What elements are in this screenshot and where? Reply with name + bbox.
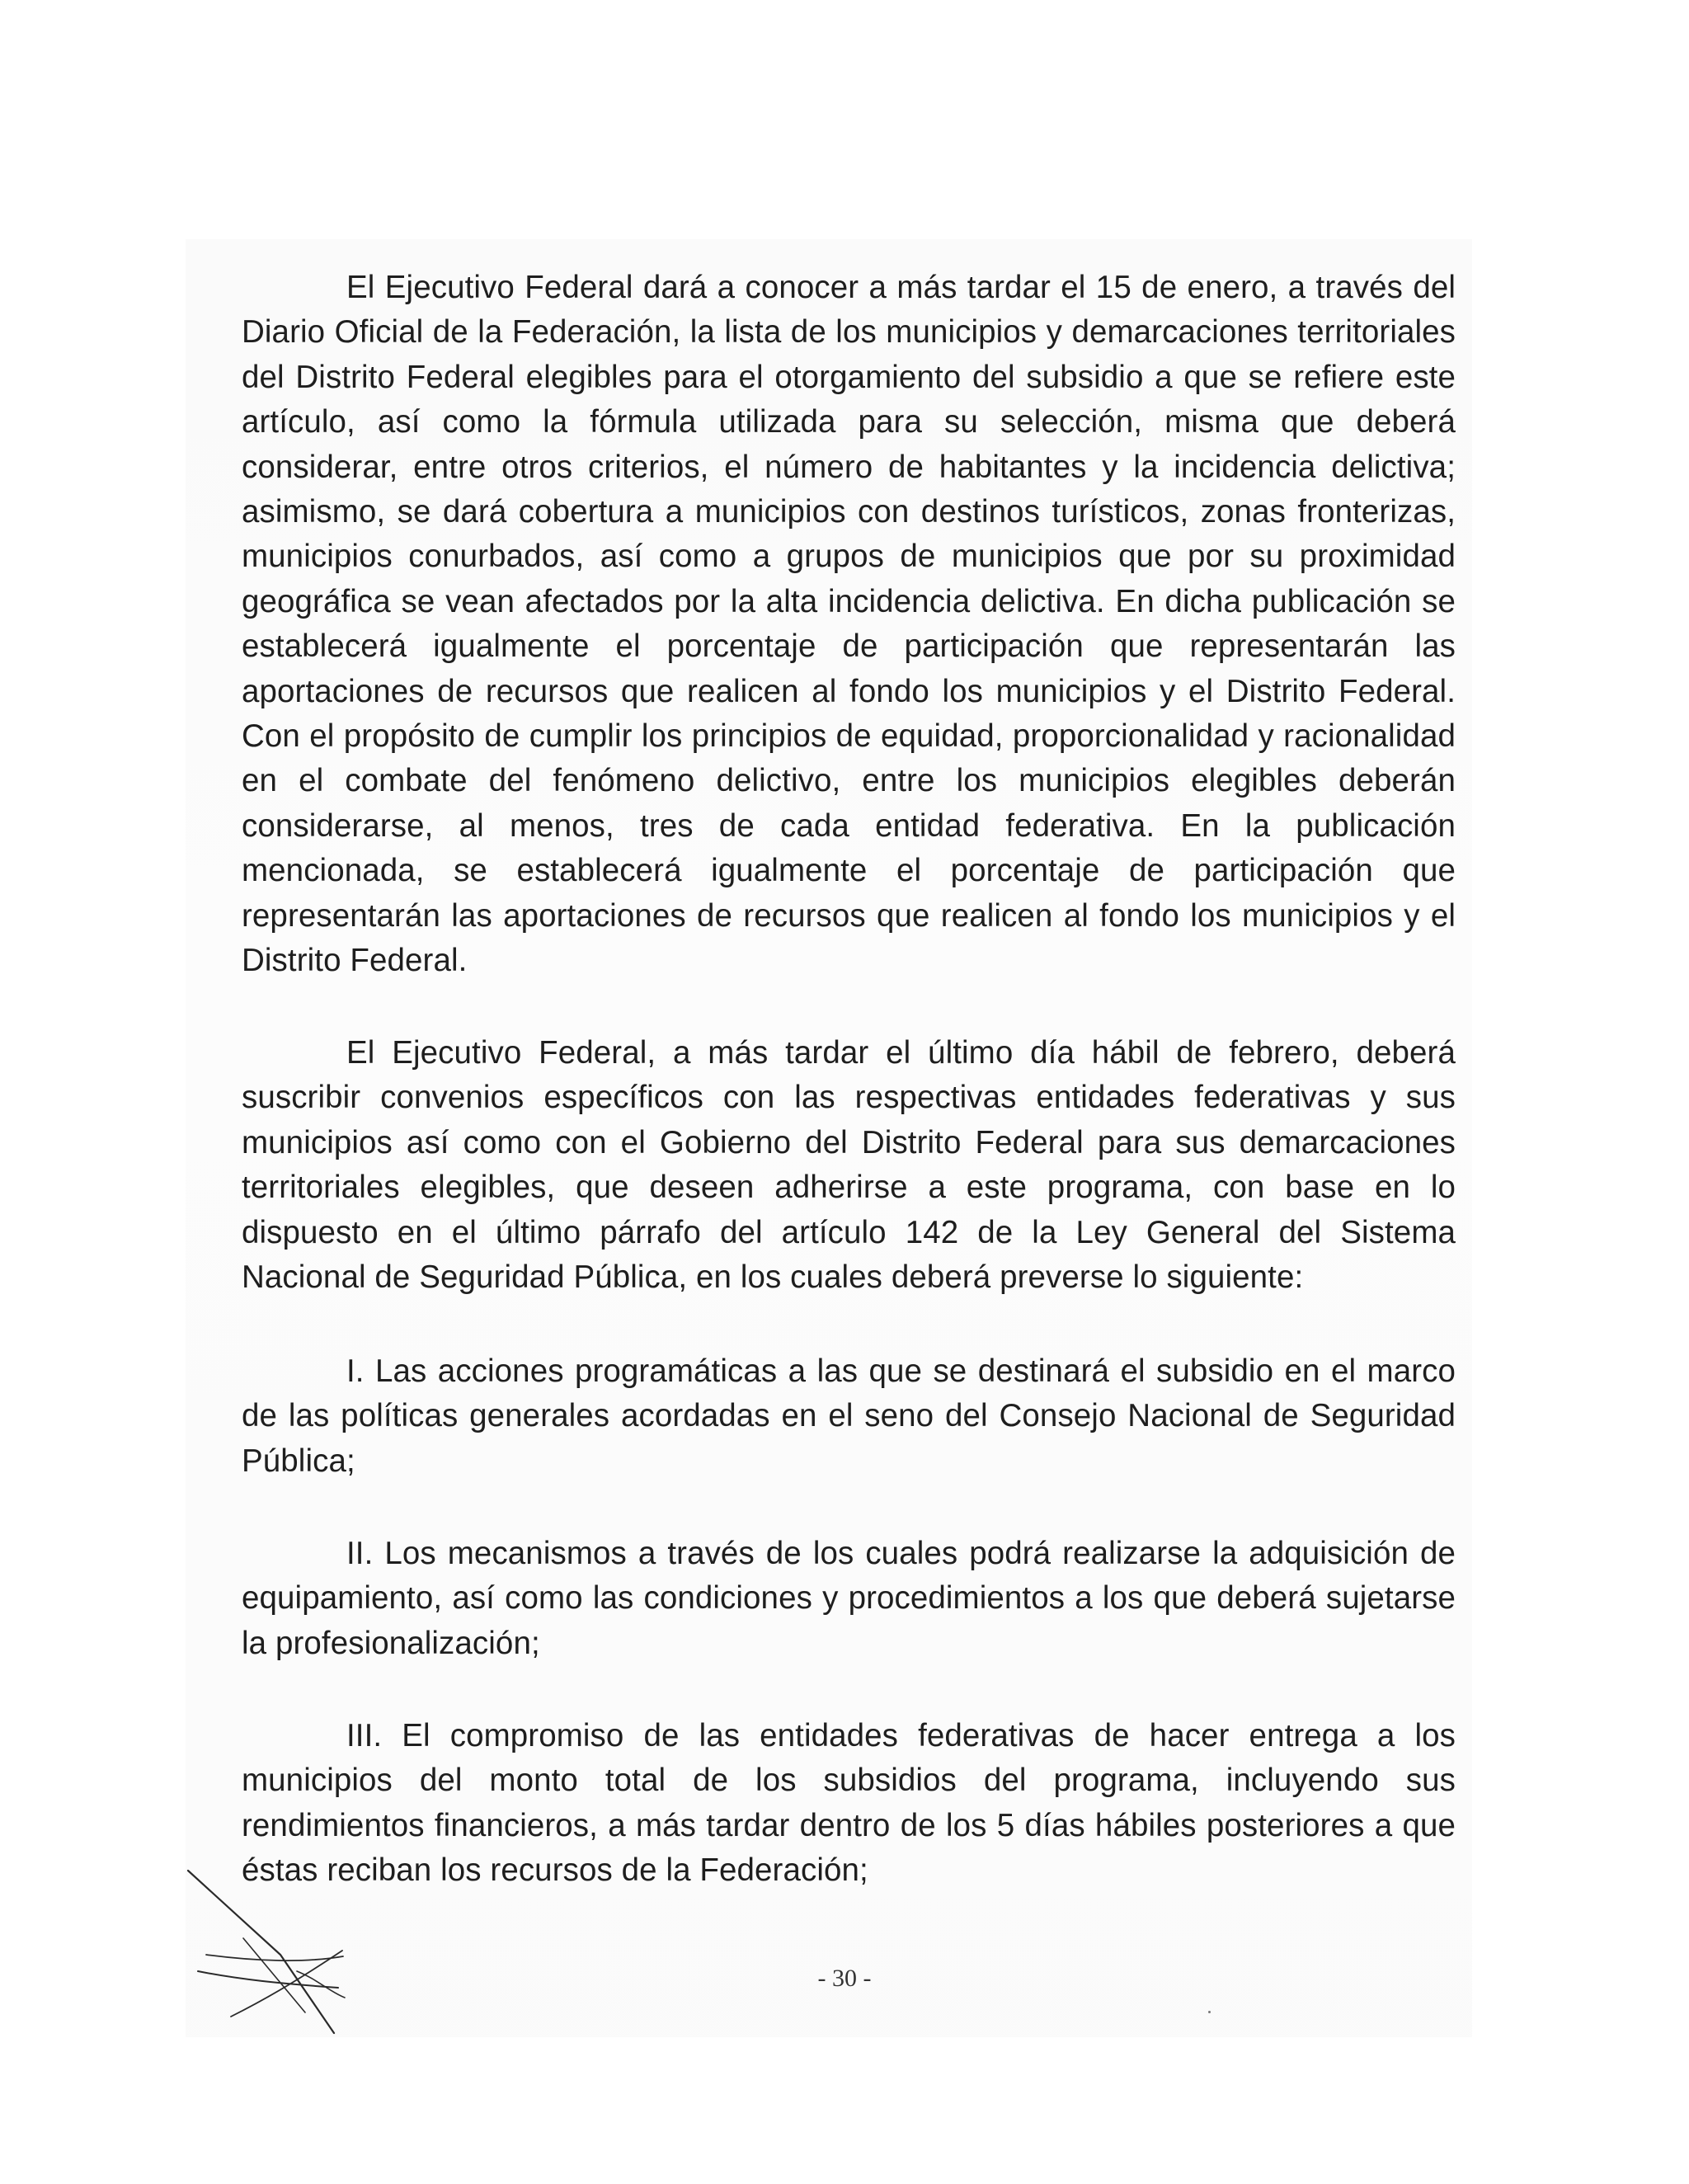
paragraph-text: El Ejecutivo Federal, a más tardar el último día hábil de febrero, deberá suscribir convenios específicos con las respectivas entidades federativas y sus municipios así como con el Gobierno del Distrito Federal para sus demarcaciones territoriales elegibles, que deseen adherirse a este programa, con base en lo dispuesto en el último párrafo del artículo 142 de la Ley General del Sistema Nacional de Seguridad Pública, en los cuales deberá preverse lo siguiente: [242,1035,1456,1296]
paragraph-publication-of-eligible-municipalities [242,266,1456,984]
list-item-text: III. El compromiso de las entidades federativas de hacer entrega a los municipios del monto total de los subsidios del programa, incluyendo sus rendimientos financieros, a más tardar dentro de los 5 días hábiles posteriores a que éstas reciban los recursos de la Federación; [242,1718,1456,1889]
list-item-acquisition-mechanisms [242,1532,1456,1666]
handwritten-signature [181,1864,346,2037]
paragraph-specific-agreements [242,1031,1456,1300]
list-item-text: II. Los mecanismos a través de los cuales podrá realizarse la adquisición de equipamiento, así como las condiciones y procedimientos a los que deberá sujetarse la profesionalización; [242,1536,1456,1661]
page-number: - 30 - [817,1965,872,1992]
list-item-state-commitment [242,1714,1456,1894]
list-item-programmatic-actions [242,1349,1456,1484]
scan-speck [1208,2011,1211,2013]
paragraph-text: El Ejecutivo Federal dará a conocer a más tardar el 15 de enero, a través del Diario Oficial de la Federación, la lista de los municipios y demarcaciones territoriales del Distrito Federal elegibles para el otorgamiento del subsidio a que se refiere este artículo, así como la fórmula utilizada para su selección, misma que deberá considerar, entre otros criterios, el número de habitantes y la incidencia delictiva; asimismo, se dará cobertura a municipios con destinos turísticos, zonas fronterizas, municipios conurbados, así como a grupos de municipios que por su proximidad geográfica se vean afectados por la alta incidencia delictiva. En dicha publicación se establecerá igualmente el porcentaje de participación que representarán las aportaciones de recursos que realicen al fondo los municipios y el Distrito Federal. Con el propósito de cumplir los principios de equidad, proporcionalidad y racionalidad en el combate del fenómeno delictivo, entre los municipios elegibles deberán considerarse, al menos, tres de cada entidad federativa. En la publicación mencionada, se establecerá igualmente el porcentaje de participación que representarán las aportaciones de recursos que realicen al fondo los municipios y el Distrito Federal. [242,270,1456,979]
list-item-text: I. Las acciones programáticas a las que se destinará el subsidio en el marco de las políticas generales acordadas en el seno del Consejo Nacional de Seguridad Pública; [242,1353,1456,1479]
